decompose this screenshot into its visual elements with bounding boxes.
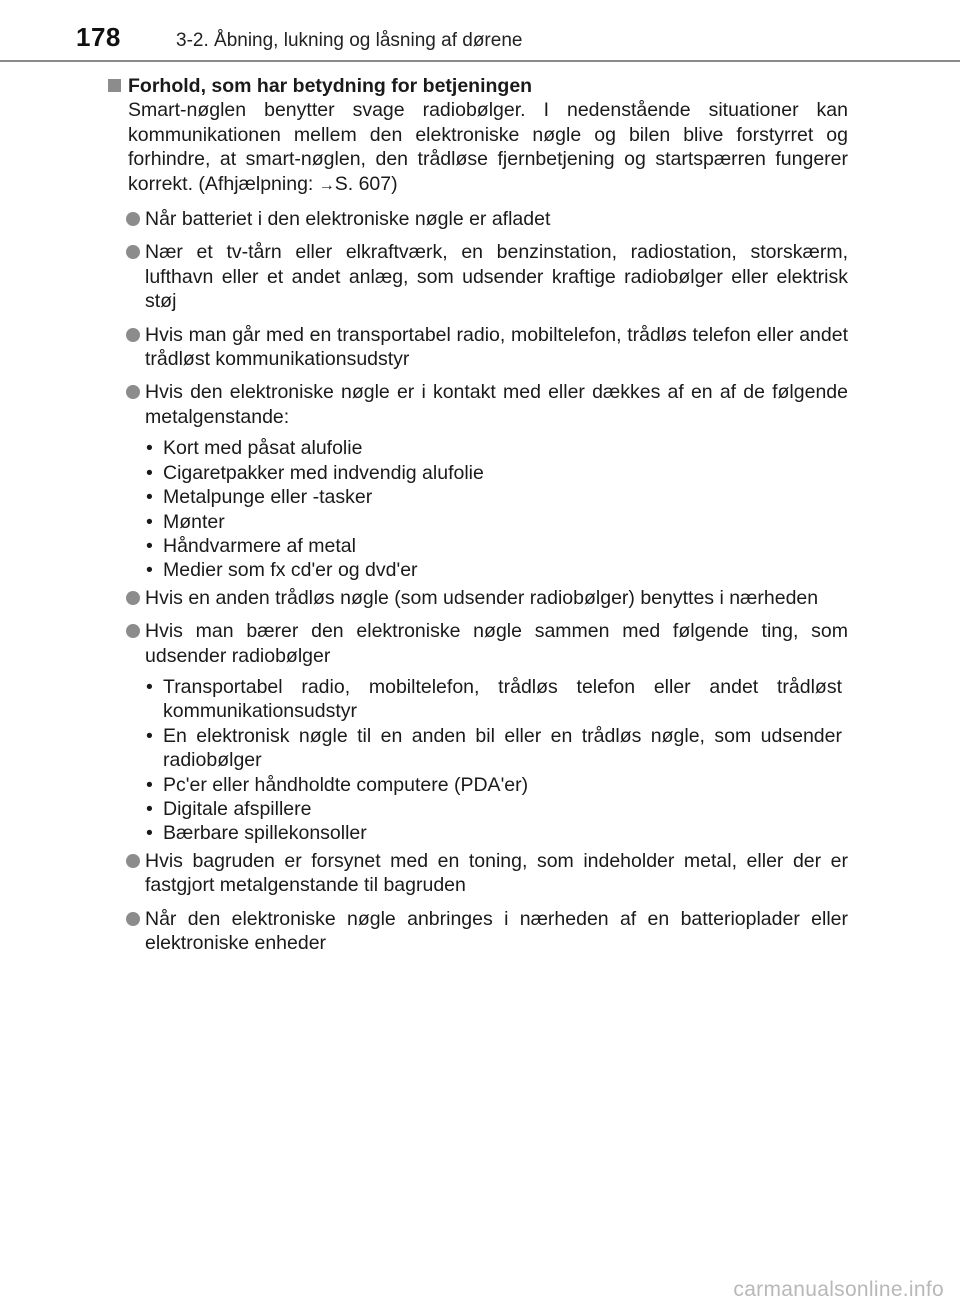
page-reference: S. 607) xyxy=(334,172,398,195)
circle-bullet-icon xyxy=(126,624,140,638)
chapter-title: 3-2. Åbning, lukning og låsning af dørene xyxy=(176,30,523,51)
condition-item xyxy=(108,207,848,231)
condition-text: Hvis den elektroniske nøgle er i kontakt med eller dækkes af en af de følgende metalgenstande: xyxy=(145,381,848,428)
condition-item xyxy=(108,380,848,429)
condition-text: Når batteriet i den elektroniske nøgle er afladet xyxy=(145,208,551,231)
circle-bullet-icon xyxy=(126,328,140,342)
condition-item xyxy=(108,907,848,956)
watermark: carmanualsonline.info xyxy=(733,1278,944,1301)
condition-item xyxy=(108,849,848,898)
condition-text: Nær et tv-tårn eller elkraftværk, en benzinstation, radiostation, storskærm, lufthavn eller et andet anlæg, som udsender kraftige radiobølger eller elektrisk støj xyxy=(145,241,848,313)
list-item: • Medier som fx cd'er og dvd'er xyxy=(145,558,848,582)
intro-text: Smart-nøglen benytter svage radiobølger. I nedenstående situationer kan kommunikationen mellem den elektroniske nøgle og bilen blive forstyrret og forhindre, at smart-nøglen, den trådløse fjernbetjening og startspærren fungerer korrekt. (Afhjælpning: xyxy=(128,99,848,195)
section-heading xyxy=(108,74,848,98)
condition-text: Hvis man bærer den elektroniske nøgle sammen med følgende ting, som udsender radiobølger xyxy=(145,620,848,667)
list-item: • Bærbare spillekonsoller xyxy=(145,821,842,845)
circle-bullet-icon xyxy=(126,854,140,868)
square-bullet-icon xyxy=(108,79,121,92)
page-number: 178 xyxy=(76,22,121,52)
list-item: • Mønter xyxy=(145,510,848,534)
condition-text: Hvis en anden trådløs nøgle (som udsender radiobølger) benyttes i nærheden xyxy=(145,586,819,609)
page-content xyxy=(108,74,848,964)
circle-bullet-icon xyxy=(126,212,140,226)
condition-item xyxy=(108,323,848,372)
condition-item xyxy=(108,586,848,610)
condition-item xyxy=(108,619,848,668)
list-item: • En elektronisk nøgle til en anden bil eller en trådløs nøgle, som udsender radiobølger xyxy=(145,724,842,773)
list-item: • Cigaretpakker med indvendig alufolie xyxy=(145,461,848,485)
list-item: • Digitale afspillere xyxy=(145,797,842,821)
list-item: • Kort med påsat alufolie xyxy=(145,436,848,460)
circle-bullet-icon xyxy=(126,245,140,259)
circle-bullet-icon xyxy=(126,591,140,605)
metal-objects-list xyxy=(108,436,848,582)
condition-text: Hvis man går med en transportabel radio, mobiltelefon, trådløs telefon eller andet trådløst kommunikationsudstyr xyxy=(145,323,848,371)
section-heading-text: Forhold, som har betydning for betjeningen xyxy=(128,75,533,97)
condition-text: Hvis bagruden er forsynet med en toning, som indeholder metal, eller der er fastgjort metalgenstande til bagruden xyxy=(145,849,848,897)
radio-devices-list xyxy=(108,675,848,846)
list-item: • Pc'er eller håndholdte computere (PDA'er) xyxy=(145,773,842,797)
arrow-right-icon: → xyxy=(318,176,335,194)
circle-bullet-icon xyxy=(126,912,140,926)
list-item: • Håndvarmere af metal xyxy=(145,534,848,558)
list-item: • Metalpunge eller -tasker xyxy=(145,485,848,509)
section-intro xyxy=(108,98,848,198)
list-item: • Transportabel radio, mobiltelefon, trådløs telefon eller andet trådløst kommunikationsudstyr xyxy=(145,675,842,724)
header-divider xyxy=(0,60,960,62)
circle-bullet-icon xyxy=(126,385,140,399)
condition-text: Når den elektroniske nøgle anbringes i nærheden af en batterioplader eller elektroniske enheder xyxy=(145,907,848,954)
page-header xyxy=(0,0,960,62)
condition-item xyxy=(108,240,848,313)
